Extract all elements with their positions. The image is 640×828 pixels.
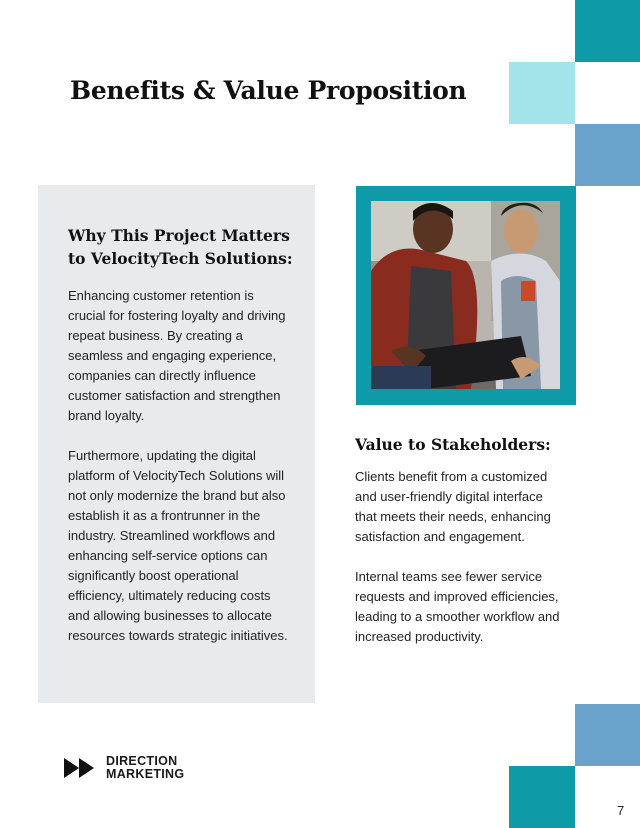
heading-line-2: to VelocityTech Solutions: bbox=[68, 249, 293, 268]
page-title: Benefits & Value Proposition bbox=[70, 76, 467, 105]
double-play-arrow-icon bbox=[64, 758, 96, 778]
decor-square-teal-bottom bbox=[509, 766, 575, 828]
heading-line-1: Why This Project Matters bbox=[68, 226, 290, 245]
retention-paragraph: Enhancing customer retention is crucial for fostering loyalty and driving repeat business. By creating a seamless and engaging experience, companies can directly influence customer satisfaction and strengthen brand loyalty. bbox=[68, 288, 286, 423]
page-number: 7 bbox=[617, 803, 625, 818]
decor-square-blue-top bbox=[575, 124, 640, 186]
two-men-laptop-photo bbox=[371, 201, 560, 389]
decor-square-blue-bottom bbox=[575, 704, 640, 766]
logo-line-1: DIRECTION bbox=[106, 754, 178, 768]
decor-square-light-cyan bbox=[509, 62, 575, 124]
internal-teams-paragraph: Internal teams see fewer service requests and improved efficiencies, leading to a smoother workflow and increased productivity. bbox=[355, 569, 560, 644]
value-to-stakeholders-heading: Value to Stakeholders: bbox=[355, 435, 551, 454]
logo-text bbox=[106, 755, 246, 781]
decor-square-teal-top bbox=[575, 0, 640, 62]
platform-paragraph: Furthermore, updating the digital platform of VelocityTech Solutions will not only modernize the brand but also establish it as a frontrunner in the industry. Streamlined workflows and enhancing self-service options can significantly boost operational efficiency, ultimately reducing costs and allowing businesses to allocate resources towards strategic initiatives. bbox=[68, 448, 288, 643]
clients-paragraph: Clients benefit from a customized and user-friendly digital interface that meets their needs, enhancing satisfaction and engagement. bbox=[355, 469, 551, 544]
why-project-matters-heading bbox=[68, 224, 308, 270]
logo-line-2: MARKETING bbox=[106, 767, 185, 781]
